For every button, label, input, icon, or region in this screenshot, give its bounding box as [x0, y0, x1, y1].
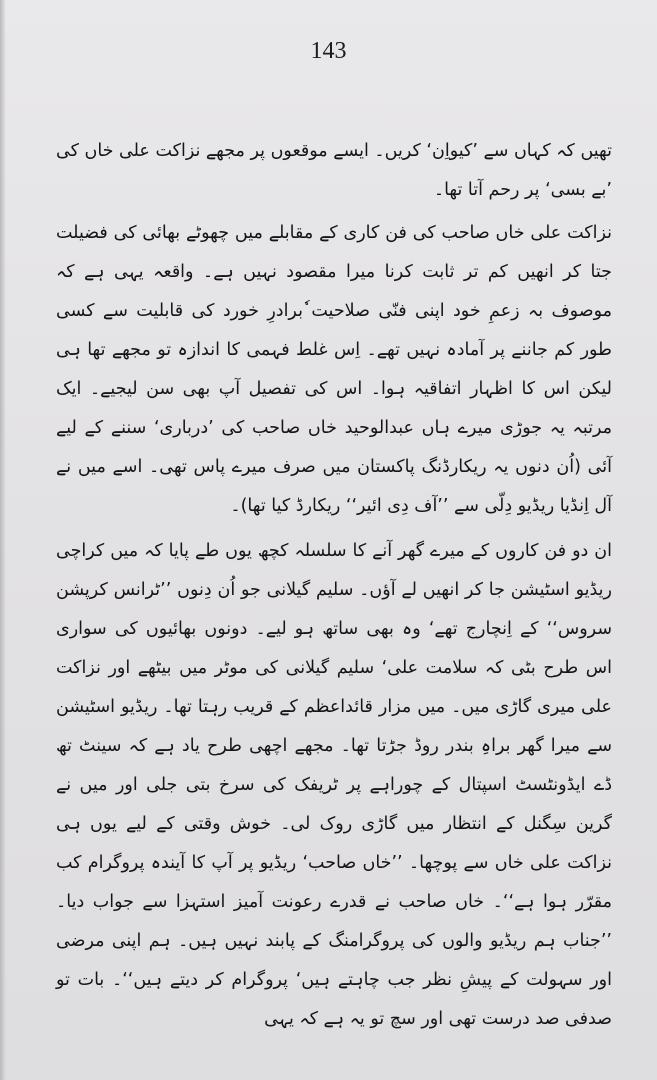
body-text [56, 132, 612, 1039]
page-number: 143 [310, 38, 347, 64]
page-edge-shadow [0, 0, 6, 1080]
paragraph-2: نزاکت علی خاں صاحب کی فن کاری کے مقابلے میں چھوٹے بھائی کی فضیلت جتا کر انھیں کم تر ثابت کرنا میرا مقصود نہیں ہے۔ واقعہ یہی ہے کہ موصوف بہ زعمِ خود اپنی فنّی صلاحیت ٗبرادرِ خورد کی قابلیت سے کسی طور کم جاننے پر آمادہ نہیں تھے۔ اِس غلط فہمی کا اندازہ تو مجھے تھا ہی لیکن اس کا اظہار اتفاقیہ ہوا۔ اس کی تفصیل آپ بھی سن لیجیے۔ ایک مرتبہ یہ جوڑی میرے ہاں عبدالوحید خاں صاحب کی ’درباری‘ سننے کے لیے آئی (اُن دنوں یہ ریکارڈنگ پاکستان میں صرف میرے پاس تھی۔ اسے میں نے آل اِنڈیا ریڈیو دِلّی سے ’’آف دِی ائیر‘‘ ریکارڈ کیا تھا)۔ [56, 223, 612, 516]
paragraph-1: تھیں کہ کہاں سے ’کیواِن‘ کریں۔ ایسے موقعوں پر مجھے نزاکت علی خاں کی ’بے بسی‘ پر رحم آتا تھا۔ [56, 141, 612, 200]
paragraph-3: ان دو فن کاروں کے میرے گھر آنے کا سلسلہ کچھ یوں طے پایا کہ میں کراچی ریڈیو اسٹیشن جا کر انھیں لے آؤں۔ سلیم گیلانی جو اُن دِنوں ’’ٹرانس کرپشن سروس‘‘ کے اِنچارج تھے‘ وہ بھی ساتھ ہو لیے۔ دونوں بھائیوں کی سواری اس طرح بٹی کہ سلامت علی‘ سلیم گیلانی کی موٹر میں بیٹھے اور نزاکت علی میری گاڑی میں۔ میں مزار قائداعظم کے قریب رہتا تھا۔ ریڈیو اسٹیشن سے میرا گھر براہِ بندر روڈ جڑتا تھا۔ مجھے اچھی طرح یاد ہے کہ سینٹ تھ ڈے ایڈونٹسٹ اسپتال کے چوراہے پر ٹریفک کی سرخ بتی جلی اور میں نے گرین سِگنل کے انتظار میں گاڑی روک لی۔ خوش وقتی کے لیے یوں ہی نزاکت علی خاں سے پوچھا۔ ’’خاں صاحب‘ ریڈیو پر آپ کا آیندہ پروگرام کب مقرّر ہوا ہے‘‘۔ خاں صاحب نے قدرے رعونت آمیز استہزا سے جواب دیا۔ ’’جناب ہم ریڈیو والوں کی پروگرامنگ کے پابند نہیں ہیں۔ ہم اپنی مرضی اور سہولت کے پیشِ نظر جب چاہتے ہیں‘ پروگرام کر دیتے ہیں‘‘۔ بات تو صدفی صد درست تھی اور سچ تو یہ ہے کہ یہی [56, 541, 612, 1029]
